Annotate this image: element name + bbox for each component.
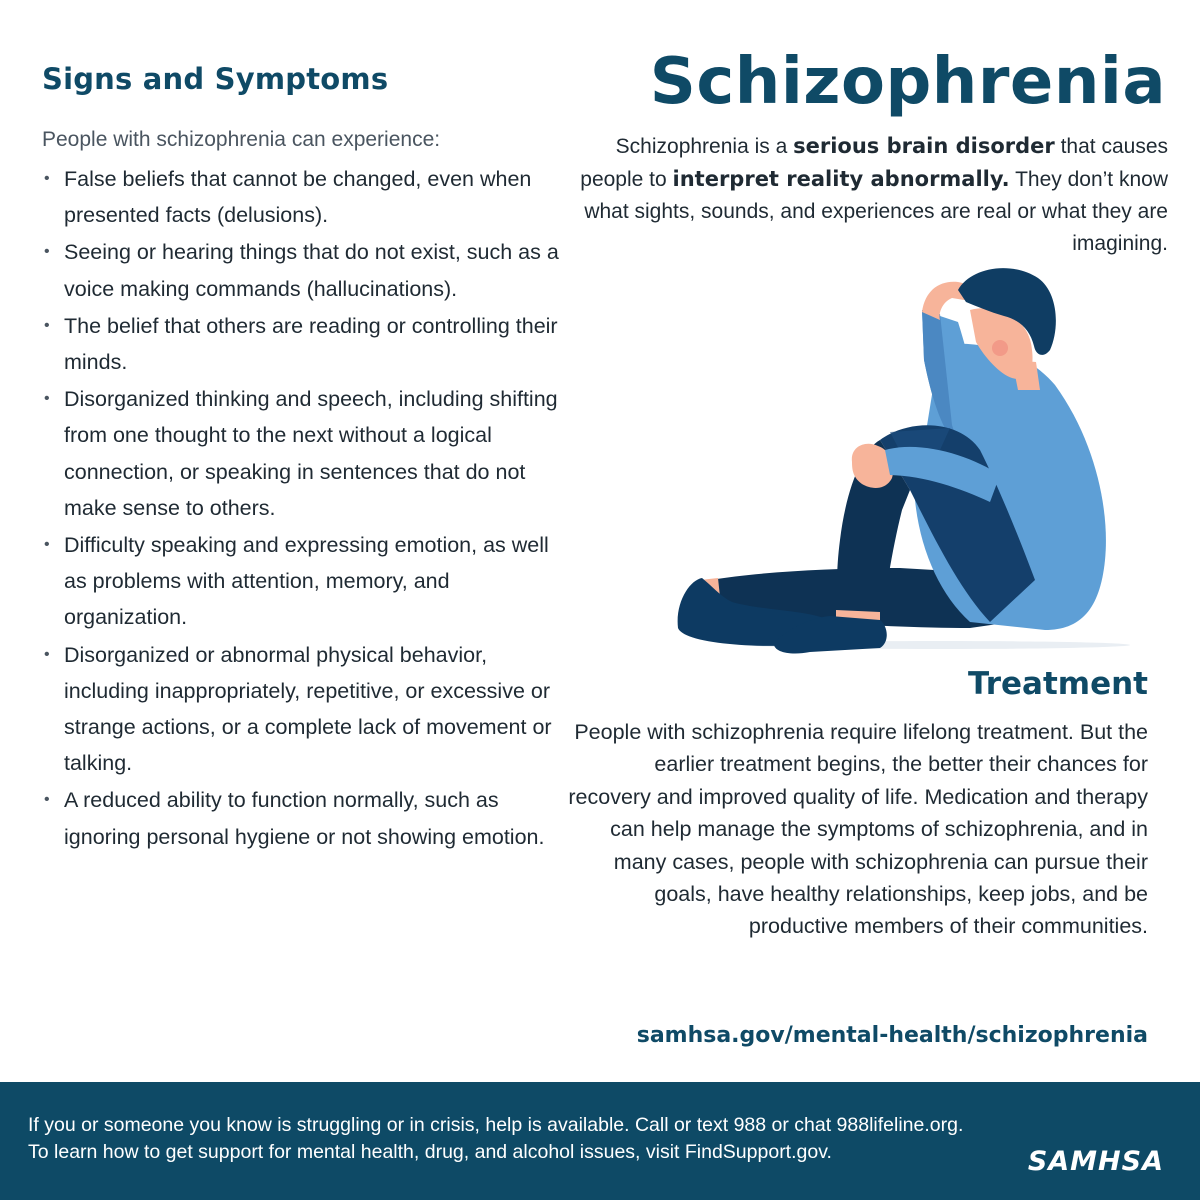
page-title: Schizophrenia <box>649 45 1166 119</box>
resource-link[interactable]: samhsa.gov/mental-health/schizophrenia <box>636 1023 1148 1048</box>
symptom-item <box>42 527 562 636</box>
footer-line-support: To learn how to get support for mental health, drug, and alcohol issues, visit FindSupport.gov. <box>28 1141 832 1163</box>
sitting-person-illustration <box>640 250 1140 670</box>
symptoms-list <box>42 161 562 855</box>
signs-title: Signs and Symptoms <box>42 62 389 96</box>
bullet-icon: • <box>44 390 50 408</box>
symptom-item <box>42 782 562 854</box>
symptom-item <box>42 637 562 782</box>
desc-part3: They don’t know what sights, sounds, and experiences are real or what they are imagining. <box>584 168 1168 255</box>
symptom-text: Disorganized thinking and speech, including shifting from one thought to the next without a logical connection, or speaking in sentences that do not make sense to others. <box>64 387 558 520</box>
symptom-text: Seeing or hearing things that do not exist, such as a voice making commands (hallucinations). <box>64 240 559 301</box>
intro-description <box>548 130 1168 260</box>
symptom-text: Difficulty speaking and expressing emotion, as well as problems with attention, memory, and organization. <box>64 533 549 630</box>
bullet-icon: • <box>44 536 50 554</box>
symptom-item <box>42 161 562 233</box>
desc-bold2: interpret reality abnormally. <box>672 167 1010 191</box>
bullet-icon: • <box>44 316 50 334</box>
bullet-icon: • <box>44 170 50 187</box>
treatment-text: People with schizophrenia require lifelong treatment. But the earlier treatment begins, the better their chances for recovery and improved quality of life. Medication and therapy can help manage the symptoms of schizophrenia, and in many cases, people with schizophrenia can pursue their goals, have healthy relationships, keep jobs, and be productive members of their communities. <box>568 720 1148 939</box>
symptom-item <box>42 234 562 306</box>
signs-section <box>42 62 562 856</box>
bullet-icon: • <box>44 791 50 809</box>
footer-text <box>28 1112 963 1166</box>
cheek-blush <box>992 340 1008 356</box>
symptom-text: Disorganized or abnormal physical behavior, including inappropriately, repetitive, or excessive or strange actions, or a complete lack of movement or talking. <box>64 642 552 776</box>
symptom-text: The belief that others are reading or controlling their minds. <box>64 313 558 375</box>
symptom-item <box>42 381 562 526</box>
footer-line-crisis: If you or someone you know is struggling or in crisis, help is available. Call or text 988 or chat 988lifeline.org. <box>28 1114 964 1136</box>
desc-part1: Schizophrenia is a <box>615 135 794 158</box>
desc-part2: that causes people to <box>580 135 1168 191</box>
symptom-text: False beliefs that cannot be changed, even when presented facts (delusions). <box>64 167 532 228</box>
signs-intro: People with schizophrenia can experience: <box>42 128 441 151</box>
bullet-icon: • <box>44 645 50 663</box>
desc-bold1: serious brain disorder <box>793 134 1055 158</box>
treatment-title: Treatment <box>967 666 1148 702</box>
footer-banner <box>0 1082 1200 1200</box>
samhsa-logo: SAMHSA <box>1027 1146 1164 1177</box>
symptom-text: A reduced ability to function normally, such as ignoring personal hygiene or not showing emotion. <box>64 788 545 849</box>
bullet-icon: • <box>44 243 50 261</box>
symptom-item <box>42 308 562 380</box>
